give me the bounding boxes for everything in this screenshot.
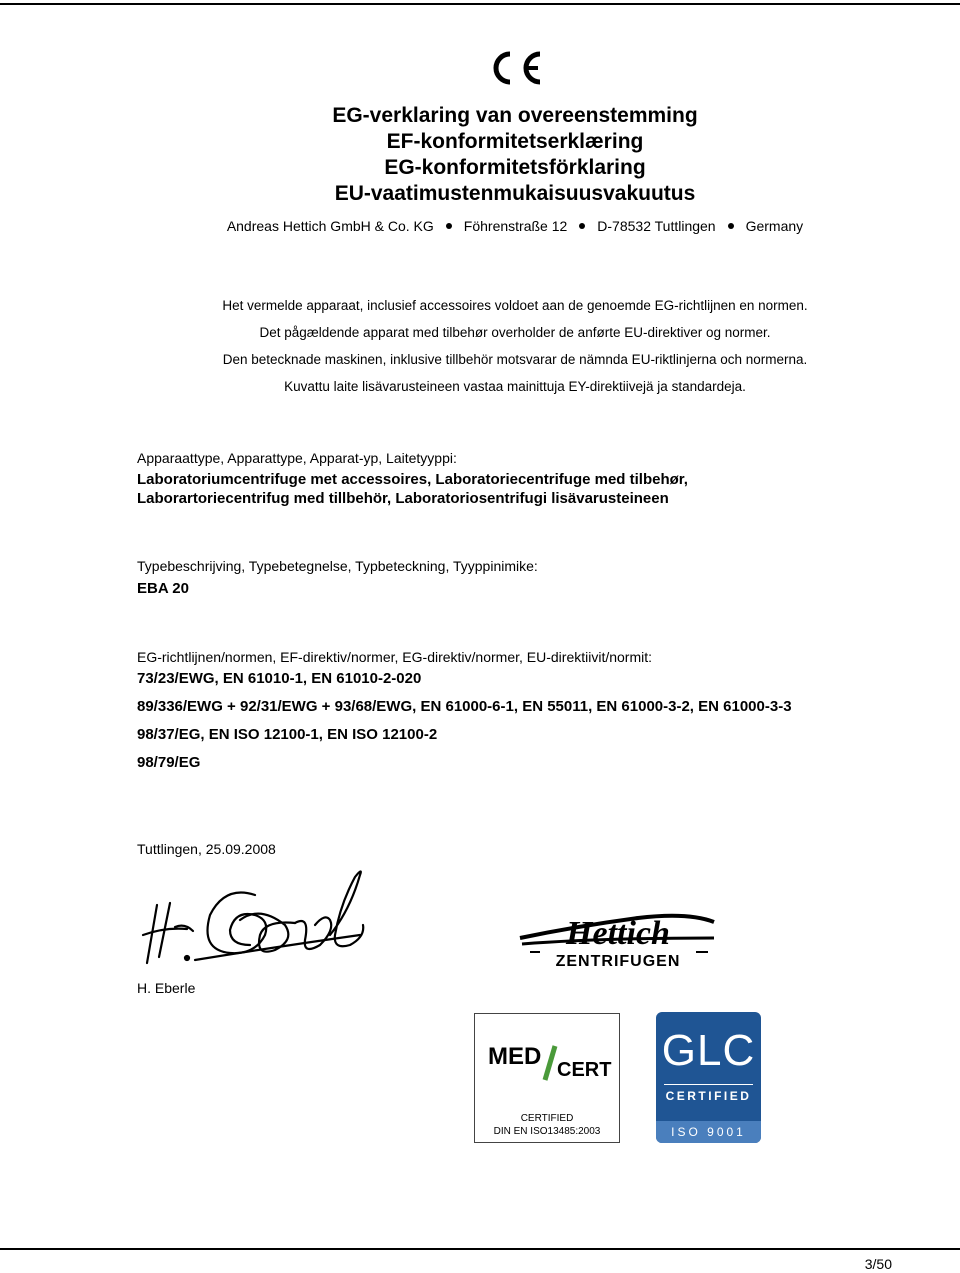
apparatus-section	[137, 449, 927, 508]
glc-divider	[664, 1084, 753, 1085]
top-rule	[0, 3, 960, 5]
conformity-statements	[0, 292, 960, 400]
hettich-wordmark: Hettich	[566, 915, 670, 952]
statement-dutch: Het vermelde apparaat, inclusief accessoires voldoet aan de genoemde EG-richtlijnen en normen.	[222, 298, 808, 313]
bullet-icon	[446, 223, 452, 229]
glc-iso-band: ISO 9001	[656, 1121, 761, 1143]
apparatus-line-1: Laboratoriumcentrifuge met accessoires, Laboratoriecentrifuge med tilbehør,	[137, 471, 688, 488]
title-dutch: EG-verklaring van overeenstemming	[332, 104, 698, 127]
medcert-mark	[475, 1014, 619, 1104]
ce-mark-logo	[488, 48, 544, 88]
bullet-icon	[579, 223, 585, 229]
street: Föhrenstraße 12	[463, 218, 568, 234]
glc-wordmark: GLC	[661, 1026, 756, 1075]
type-section	[137, 557, 927, 598]
glc-certification-logo	[656, 1012, 761, 1143]
type-value: EBA 20	[137, 580, 189, 597]
medcert-caption: CERTIFIED DIN EN ISO13485:2003	[493, 1113, 601, 1137]
directives-label: EG-richtlijnen/normen, EF-direktiv/normer, EG-direktiv/normer, EU-direktiivit/normit:	[137, 649, 653, 665]
zentrifugen-wordmark: ZENTRIFUGEN	[555, 953, 681, 970]
medcert-certification-logo	[474, 1013, 620, 1143]
medcert-med: MED	[488, 1043, 542, 1070]
signer-name: H. Eberle	[137, 980, 196, 996]
company-name: Andreas Hettich GmbH & Co. KG	[226, 218, 434, 234]
apparatus-line-2: Laborartoriecentrifug med tillbehör, Laboratoriosentrifugi lisävarusteineen	[137, 490, 669, 507]
place-date: Tuttlingen, 25.09.2008	[137, 841, 276, 857]
page-number: 3/50	[864, 1256, 892, 1272]
city: D-78532 Tuttlingen	[597, 218, 716, 234]
manufacturer-address	[0, 218, 960, 234]
directive-line: 98/37/EG, EN ISO 12100-1, EN ISO 12100-2	[137, 726, 438, 743]
directive-line: 73/23/EWG, EN 61010-1, EN 61010-2-020	[137, 670, 422, 687]
title-danish: EF-konformitetserklæring	[386, 130, 644, 153]
title-swedish: EG-konformitetsförklaring	[384, 156, 646, 179]
type-label: Typebeschrijving, Typebetegnelse, Typbeteckning, Tyyppinimike:	[137, 558, 538, 574]
title-finnish: EU-vaatimustenmukaisuusvakuutus	[334, 182, 696, 205]
statement-finnish: Kuvattu laite lisävarusteineen vastaa mainittuja EY-direktiivejä ja standardeja.	[284, 379, 746, 394]
glc-certified: CERTIFIED	[665, 1089, 752, 1103]
document-titles	[0, 103, 960, 207]
apparatus-label: Apparaattype, Apparattype, Apparat-yp, Laitetyyppi:	[137, 450, 457, 466]
hettich-zentrifugen-logo	[518, 908, 718, 970]
statement-swedish: Den betecknade maskinen, inklusive tillbehör motsvarar de nämnda EU-riktlinjerna och normerna.	[222, 352, 808, 367]
bullet-icon	[728, 223, 734, 229]
handwritten-signature	[135, 865, 375, 970]
country: Germany	[745, 218, 804, 234]
statement-danish: Det pågældende apparat med tilbehør overholder de anførte EU-direktiver og normer.	[259, 325, 771, 340]
medcert-cert: CERT	[557, 1059, 612, 1081]
directives-section	[137, 648, 927, 772]
directive-line: 89/336/EWG + 92/31/EWG + 93/68/EWG, EN 61000-6-1, EN 55011, EN 61000-3-2, EN 61000-3-3	[137, 698, 792, 715]
directive-line: 98/79/EG	[137, 754, 201, 771]
bottom-rule	[0, 1248, 960, 1250]
